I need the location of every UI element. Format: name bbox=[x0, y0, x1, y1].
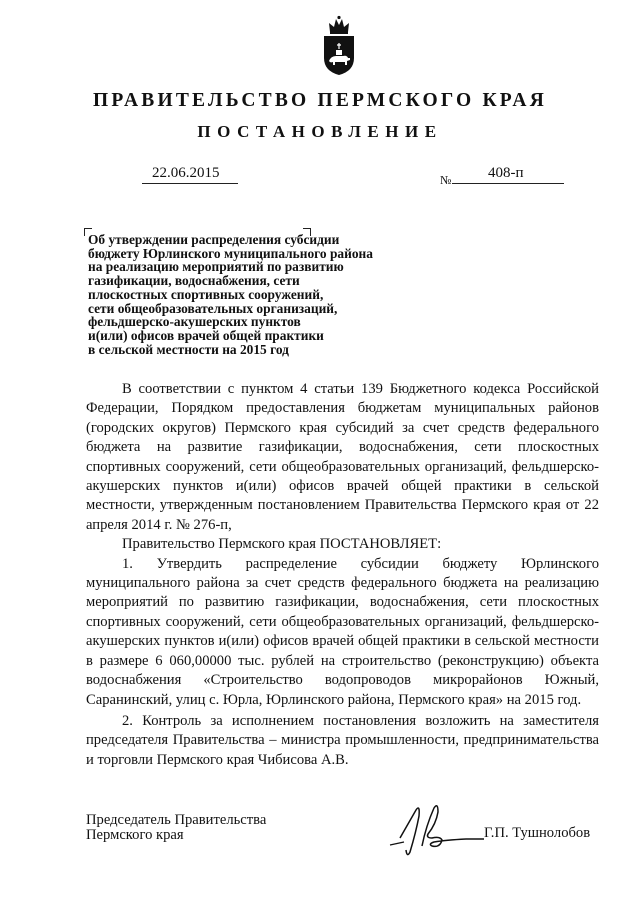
subject-line: в сельской местности на 2015 год bbox=[88, 341, 289, 357]
document-subject bbox=[88, 233, 408, 356]
document-body bbox=[86, 380, 599, 770]
signer-name: Г.П. Тушнолобов bbox=[484, 825, 591, 841]
subject-line: и(или) офисов врачей общей практики bbox=[88, 327, 324, 343]
item-2-paragraph: 2. Контроль за исполнением постановления возложить на заместителя председателя Правительства – министра промышленности, предпринимательства и торговли Пермского края Чибисова А.В. bbox=[86, 712, 599, 768]
subject-line: фельдшерско-акушерских пунктов bbox=[88, 314, 301, 330]
item-1-paragraph: 1. Утвердить распределение субсидии бюджету Юрлинского муниципального района за счет средств федерального бюджета на реализацию мероприятий по развитию газификации, водоснабжения, сети плоскостных спортивных сооружений, сети общеобразовательных организаций, фельдшерско-акушерских пунктов и(или) офисов врачей общей практики в сельской местности в размере 6 060,00000 тыс. рублей на строительство (реконструкцию) объекта водоснабжения «Строительство водопроводов микрорайонов Южный, Саранинский, улиц с. Юрла, Юрлинского района, Пермского края» на 2015 год. bbox=[86, 555, 599, 708]
subject-line: газификации, водоснабжения, сети bbox=[88, 273, 300, 289]
number-sign: № bbox=[440, 173, 452, 187]
signer-position-line: Председатель Правительства bbox=[86, 812, 267, 828]
preamble-paragraph: В соответствии с пунктом 4 статьи 139 Бюджетного кодекса Российской Федерации, Порядком предоставления бюджетам муниципальных районов (городских округов) Пермского края субсидий за счет средств федерального бюджета на развитие газификации, водоснабжения, сети плоскостных спортивных сооружений, сети общеобразовательных организаций, фельдшерско-акушерских пунктов и(или) офисов врачей общей практики в сельской местности, утвержденным постановлением Правительства Пермского края от 22 апреля 2014 г. № 276-п, bbox=[86, 381, 599, 533]
document-number: 408-п bbox=[488, 165, 524, 181]
signer-position bbox=[86, 813, 266, 843]
resolve-paragraph: Правительство Пермского края ПОСТАНОВЛЯЕТ: bbox=[122, 536, 442, 553]
subject-line: Об утверждении распределения субсидии bbox=[88, 232, 340, 247]
subject-line: на реализацию мероприятий по развитию bbox=[88, 259, 344, 275]
number-underline bbox=[452, 183, 564, 184]
subject-line: плоскостных спортивных сооружений, bbox=[88, 286, 324, 302]
date-underline bbox=[142, 183, 238, 184]
perm-krai-coat-of-arms-icon bbox=[321, 14, 357, 76]
subject-line: сети общеобразовательных организаций, bbox=[88, 300, 338, 316]
document-date: 22.06.2015 bbox=[152, 165, 220, 181]
organization-title: ПРАВИТЕЛЬСТВО ПЕРМСКОГО КРАЯ bbox=[93, 90, 547, 111]
subject-line: бюджету Юрлинского муниципального района bbox=[88, 245, 373, 261]
document-type: ПОСТАНОВЛЕНИЕ bbox=[197, 122, 443, 141]
signer-position-line: Пермского края bbox=[86, 827, 184, 843]
